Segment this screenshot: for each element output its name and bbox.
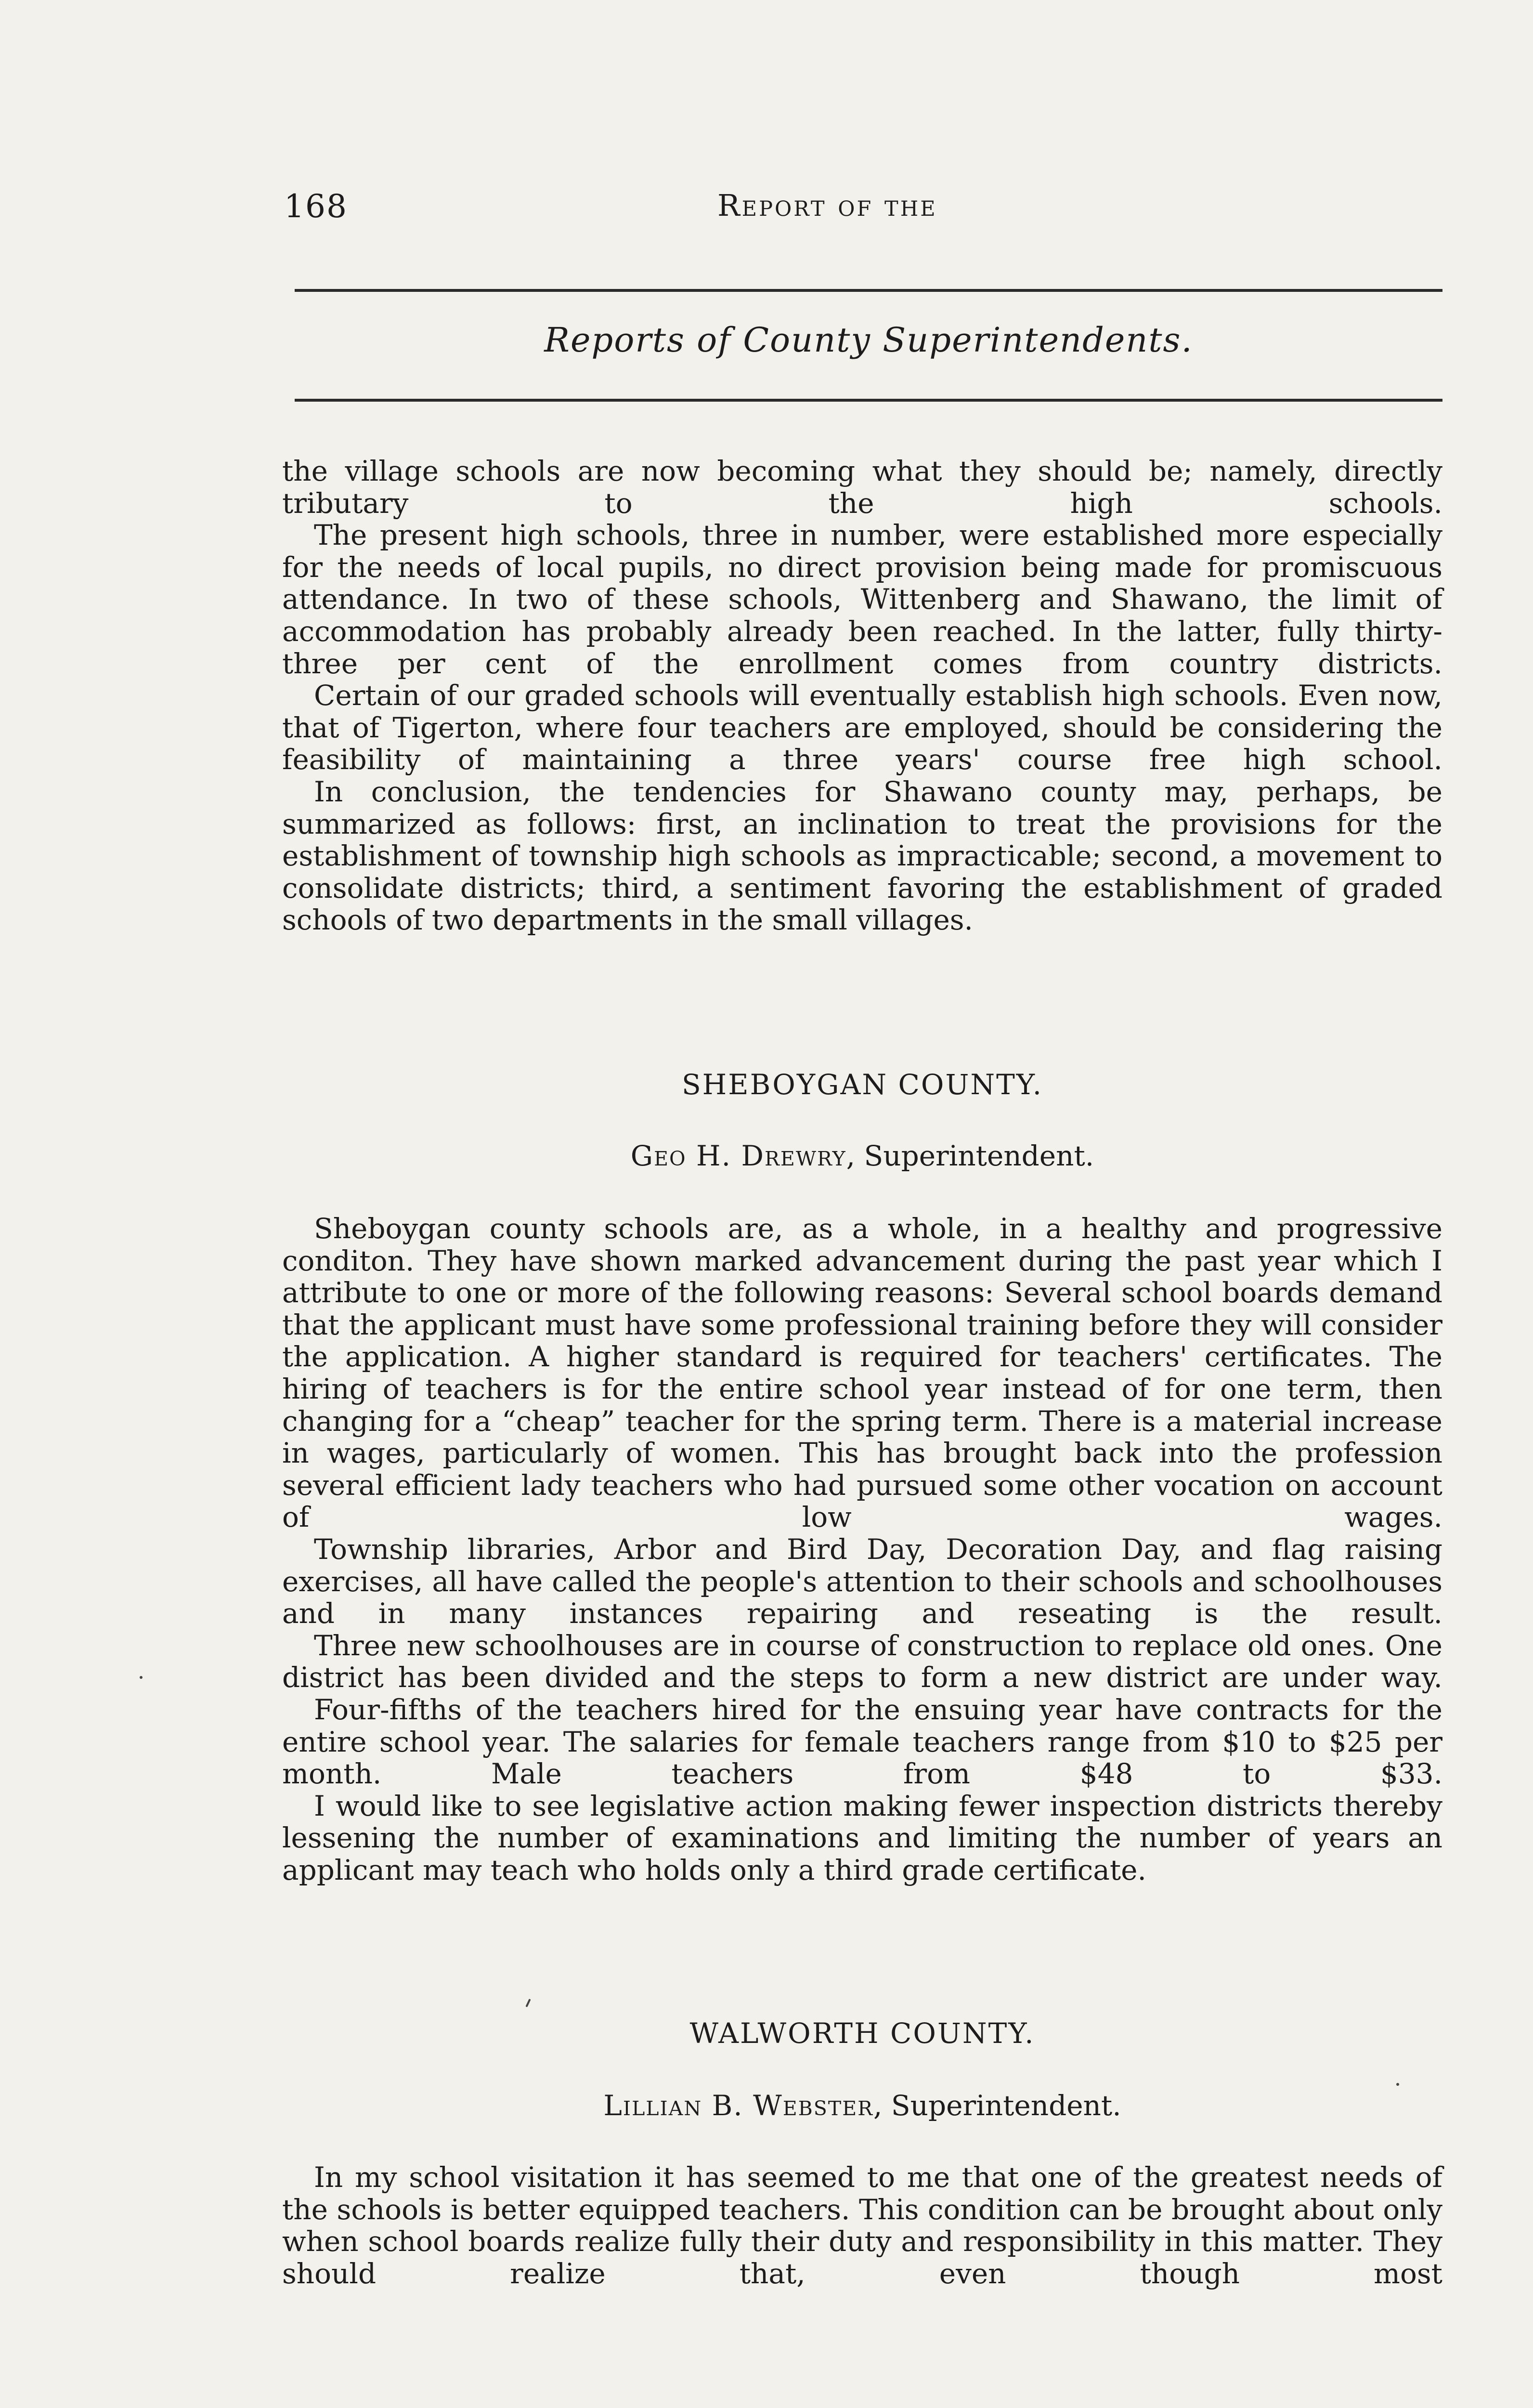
paragraph: Three new schoolhouses are in course of construction to replace old ones. One district has been divided and the steps to form a new district are under way. — [282, 1629, 1442, 1694]
page-number: 168 — [284, 188, 348, 225]
paragraph: Township libraries, Arbor and Bird Day, Decoration Day, and flag raising exercises, all have called the people's attention to their schools and schoolhouses and in many instances repairing and reseating is the result. — [282, 1532, 1442, 1630]
header-title: Report of the — [717, 188, 937, 223]
section-subtitle: Reports of County Superintendents. — [544, 320, 1193, 360]
superintendent-name: Geo H. Drewry — [630, 1139, 846, 1172]
running-head — [284, 188, 1440, 231]
sheboygan-report-text — [282, 1213, 1442, 1886]
shawano-continued-text — [282, 455, 1442, 936]
paragraph: Certain of our graded schools will eventually establish high schools. Even now, that of Tigerton, where four teachers are employed, should be considering the feasibility of maintaining a three years' course free high school. — [282, 679, 1442, 776]
superintendent-title: , Superintendent. — [873, 2089, 1121, 2122]
sheboygan-superintendent-line — [282, 1139, 1442, 1172]
walworth-superintendent-line — [282, 2089, 1442, 2122]
walworth-county-heading: WALWORTH COUNTY. — [689, 2017, 1035, 2050]
bottom-rule — [295, 399, 1442, 402]
paragraph: The present high schools, three in number, were established more especially for the needs of local pupils, no direct provision being made for promiscuous attendance. In two of these schools, Wittenberg and Shawano, the limit of accommodation has probably already been reached. In the latter, fully thirty-three per cent of the enrollment comes from country districts. — [282, 519, 1442, 680]
paragraph: In conclusion, the tendencies for Shawano county may, perhaps, be summarized as follows: first, an inclination to treat the provisions for the establishment of township high schools as impracticable; second, a movement to consolidate districts; third, a sentiment favoring the establishment of graded schools of two departments in the small villages. — [282, 775, 1442, 937]
paragraph: Four-fifths of the teachers hired for the ensuing year have contracts for the entire school year. The salaries for female teachers range from $10 to $25 per month. Male teachers from $48 to $33. — [282, 1693, 1442, 1791]
paragraph: In my school visitation it has seemed to me that one of the greatest needs of the schools is better equipped teachers. This condition can be brought about only when school boards realize fully their duty and responsibility in this matter. They should realize that, even though most — [282, 2161, 1442, 2290]
sheboygan-county-heading: SHEBOYGAN COUNTY. — [681, 1068, 1043, 1101]
print-speck — [1396, 2083, 1399, 2086]
superintendent-name: Lillian B. Webster — [603, 2089, 874, 2122]
top-rule — [295, 289, 1442, 292]
print-speck — [140, 1676, 143, 1679]
paragraph: I would like to see legislative action making fewer inspection districts thereby lessening the number of examinations and limiting the number of years an applicant may teach who holds only a third grade certificate. — [282, 1789, 1442, 1886]
superintendent-title: , Superintendent. — [846, 1139, 1094, 1172]
paragraph: the village schools are now becoming what they should be; namely, directly tributary to the high schools. — [282, 455, 1442, 520]
walworth-report-text — [282, 2161, 1442, 2290]
paragraph: Sheboygan county schools are, as a whole, in a healthy and progressive conditon. They have shown marked advancement during the past year which I attribute to one or more of the following reasons: Several school boards demand that the applicant must have some professional training before they will consider the application. A higher standard is required for teachers' certificates. The hiring of teachers is for the entire school year instead of for one term, then changing for a “cheap” teacher for the spring term. There is a material increase in wages, particularly of women. This has brought back into the profession several efficient lady teachers who had pursued some other vocation on account of low wages. — [282, 1212, 1442, 1534]
print-speck — [525, 1999, 531, 2007]
